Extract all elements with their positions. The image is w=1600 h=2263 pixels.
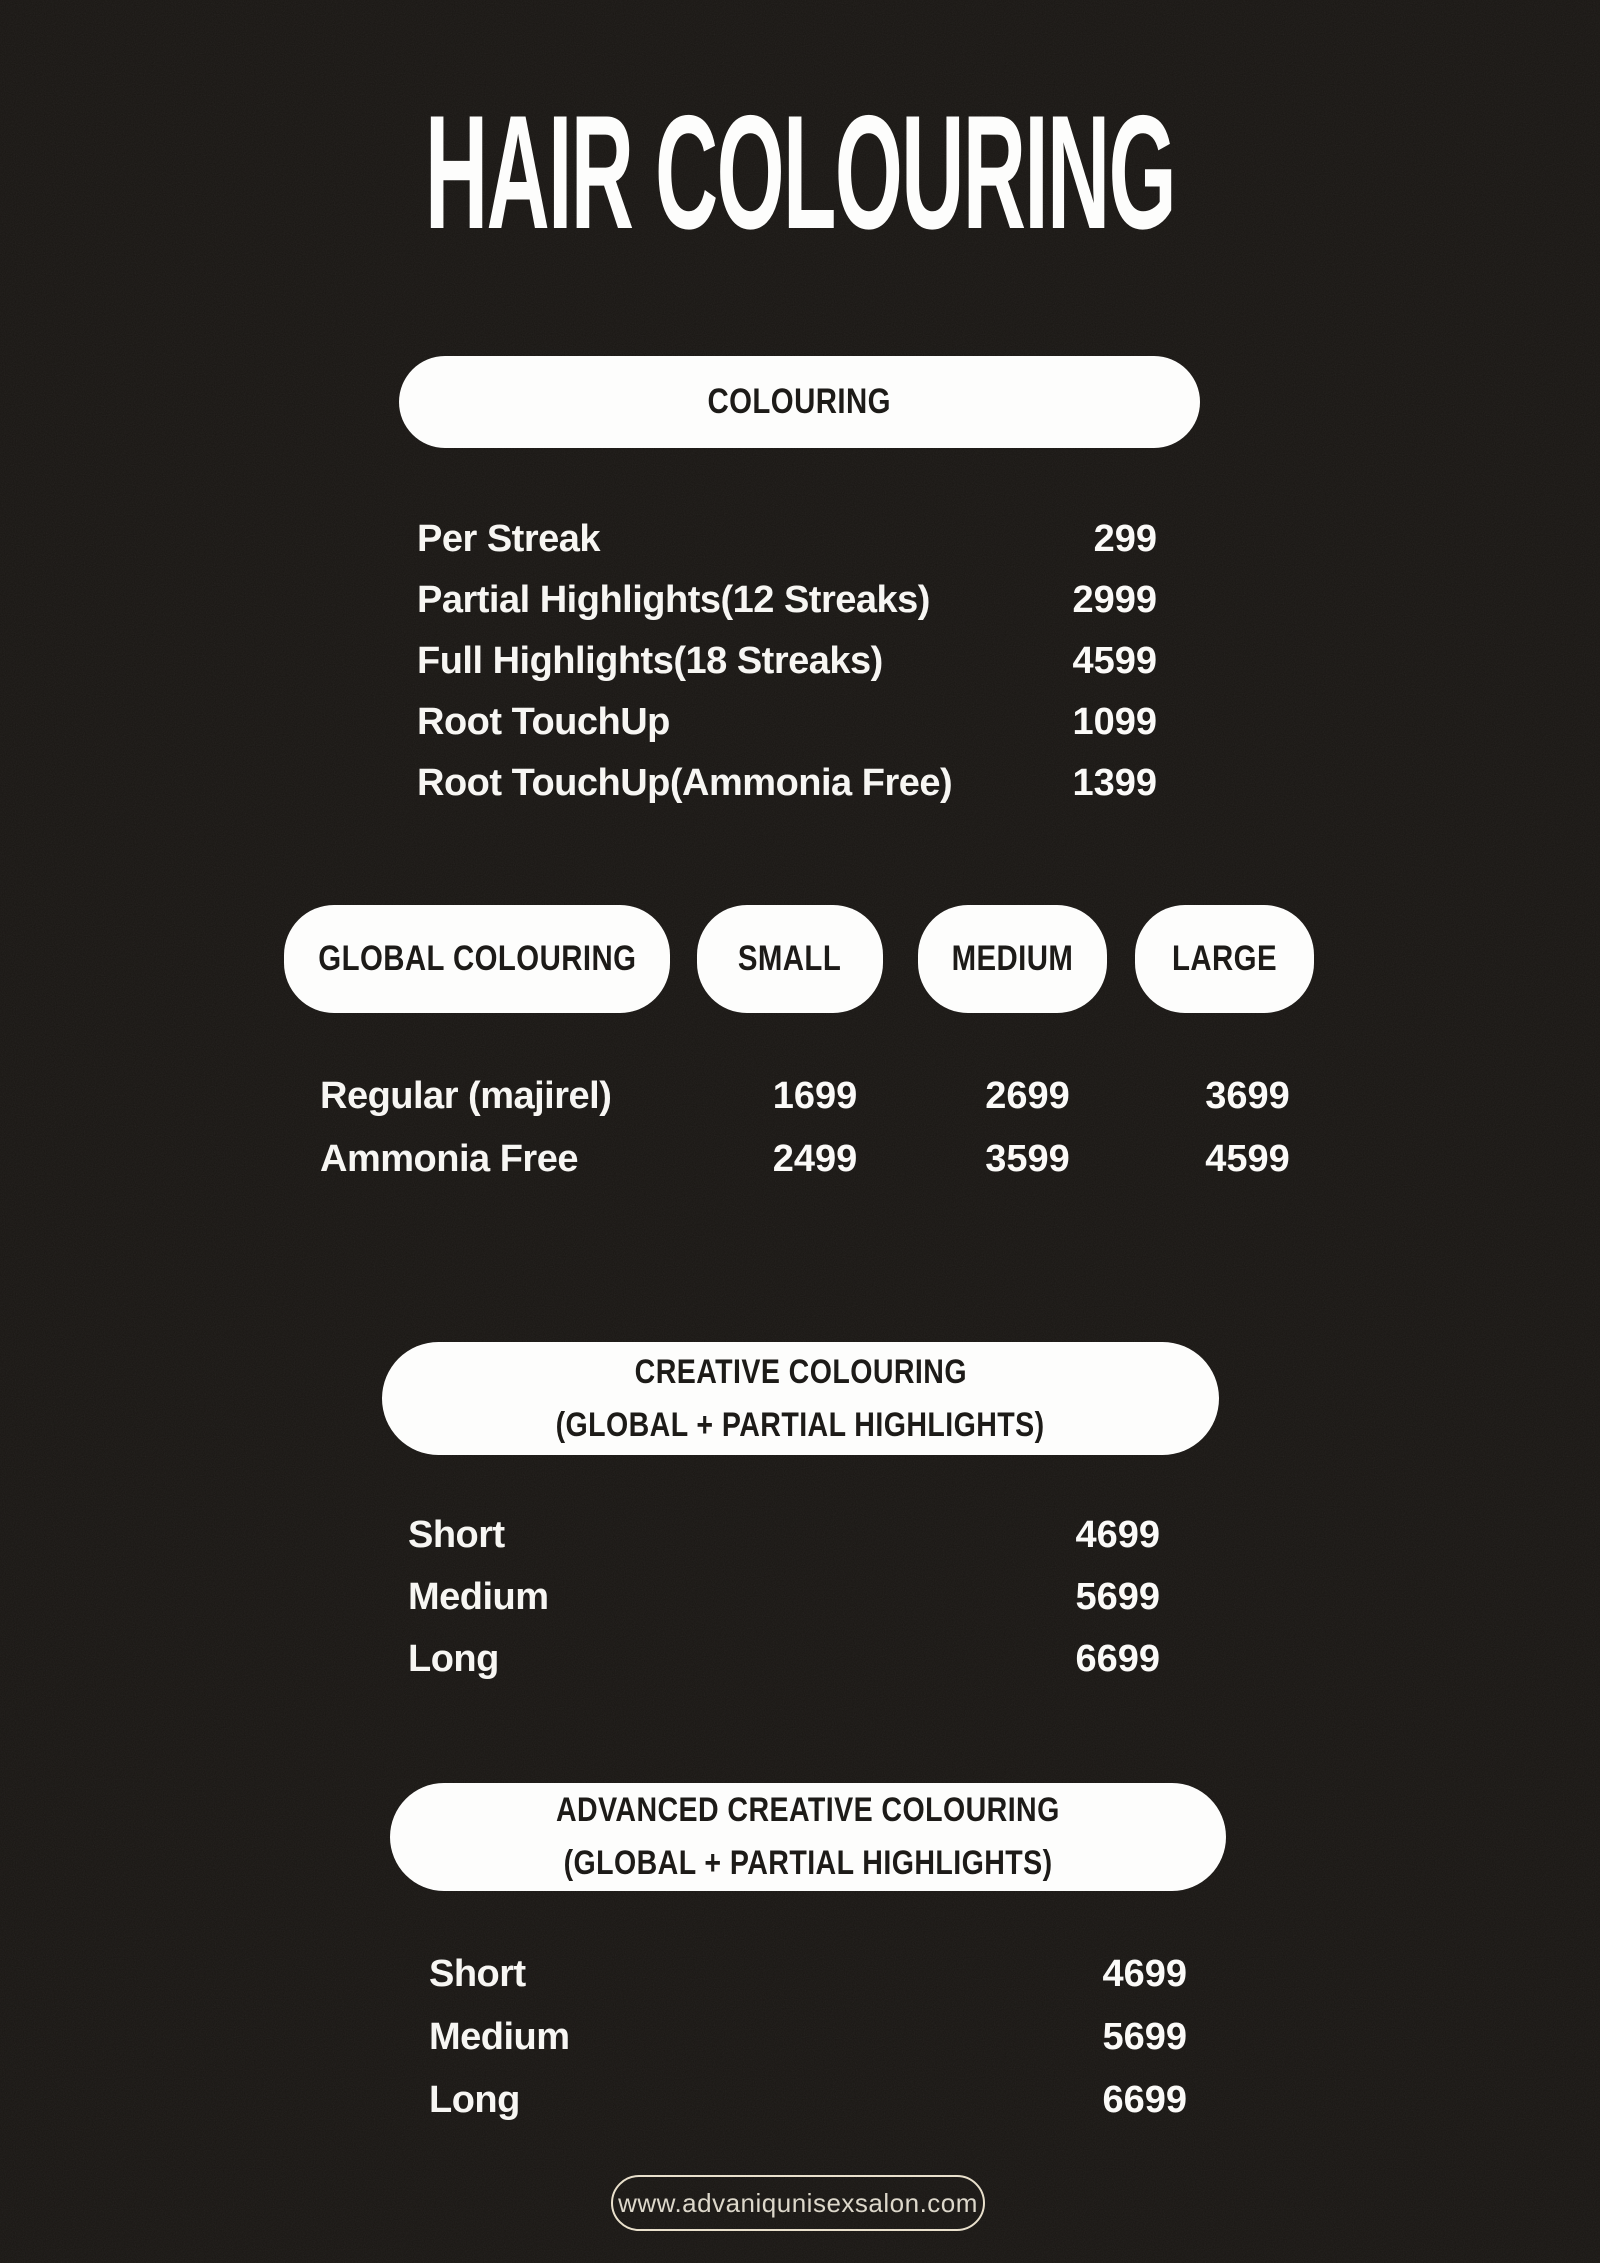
item-price: 4699 [1075, 1513, 1160, 1556]
item-label: Short [408, 1513, 505, 1556]
creative-header-line1: CREATIVE COLOURING [634, 1352, 967, 1391]
price-row-partial-highlights [417, 570, 1157, 631]
colouring-price-list [417, 509, 1157, 814]
column-header-large [1135, 905, 1314, 1013]
item-label: Per Streak [417, 518, 601, 560]
item-price: 4699 [1102, 1953, 1187, 1995]
price-medium: 2699 [985, 1075, 1070, 1117]
section-header-advanced-creative-colouring [390, 1783, 1226, 1891]
item-label: Full Highlights(18 Streaks) [417, 640, 883, 682]
price-small: 2499 [772, 1138, 858, 1180]
section-header-creative-colouring [382, 1342, 1219, 1455]
price-row-per-streak [417, 509, 1157, 570]
advanced-creative-price-list [429, 1943, 1187, 2132]
column-header-medium-label: MEDIUM [951, 939, 1074, 978]
price-row-medium [408, 1566, 1160, 1628]
item-label: Partial Highlights(12 Streaks) [417, 579, 930, 621]
section-header-colouring [399, 356, 1200, 448]
footer-website-pill [611, 2175, 985, 2231]
section-header-global-colouring [284, 905, 670, 1013]
table-row-regular [320, 1065, 1360, 1128]
price-row-long [429, 2069, 1187, 2132]
item-price: 1399 [1072, 762, 1157, 804]
price-row-medium [429, 2006, 1187, 2069]
item-label: Long [429, 2079, 520, 2121]
item-label: Short [429, 1953, 526, 1995]
section-header-global-colouring-label: GLOBAL COLOURING [317, 939, 637, 978]
price-row-short [408, 1504, 1160, 1566]
website-url: www.advaniqunisexsalon.com [618, 2187, 978, 2218]
item-label: Long [408, 1637, 499, 1680]
price-row-root-touchup-ammonia-free [417, 753, 1157, 814]
row-label: Regular (majirel) [320, 1075, 612, 1117]
price-row-short [429, 1943, 1187, 2006]
global-colouring-price-table [320, 1065, 1360, 1191]
column-header-medium [918, 905, 1107, 1013]
item-label: Medium [429, 2016, 570, 2058]
creative-header-line2: (GLOBAL + PARTIAL HIGHLIGHTS) [556, 1405, 1045, 1444]
row-label: Ammonia Free [320, 1138, 578, 1180]
table-row-ammonia-free [320, 1128, 1360, 1191]
advanced-header-line2: (GLOBAL + PARTIAL HIGHLIGHTS) [563, 1844, 1053, 1882]
price-row-long [408, 1628, 1160, 1690]
column-header-small [697, 905, 883, 1013]
price-small: 1699 [772, 1075, 858, 1117]
item-price: 4599 [1072, 640, 1157, 682]
item-price: 1099 [1072, 701, 1157, 743]
item-price: 5699 [1075, 1575, 1160, 1618]
advanced-header-line1: ADVANCED CREATIVE COLOURING [556, 1791, 1060, 1830]
item-label: Medium [408, 1575, 549, 1618]
item-label: Root TouchUp(Ammonia Free) [417, 762, 953, 804]
price-row-root-touchup [417, 692, 1157, 753]
item-price: 5699 [1102, 2016, 1187, 2058]
column-header-large-label: LARGE [1172, 939, 1277, 978]
price-medium: 3599 [985, 1138, 1070, 1180]
item-price: 6699 [1102, 2079, 1187, 2121]
page-title: HAIR COLOURING [424, 82, 1176, 263]
item-price: 299 [1093, 518, 1157, 560]
column-header-small-label: SMALL [738, 939, 842, 978]
item-price: 6699 [1075, 1637, 1160, 1680]
price-row-full-highlights [417, 631, 1157, 692]
price-large: 3699 [1205, 1075, 1290, 1117]
item-price: 2999 [1072, 579, 1157, 621]
creative-price-list [408, 1504, 1160, 1690]
price-large: 4599 [1205, 1138, 1290, 1180]
section-header-colouring-label: COLOURING [707, 382, 892, 421]
item-label: Root TouchUp [417, 701, 670, 743]
